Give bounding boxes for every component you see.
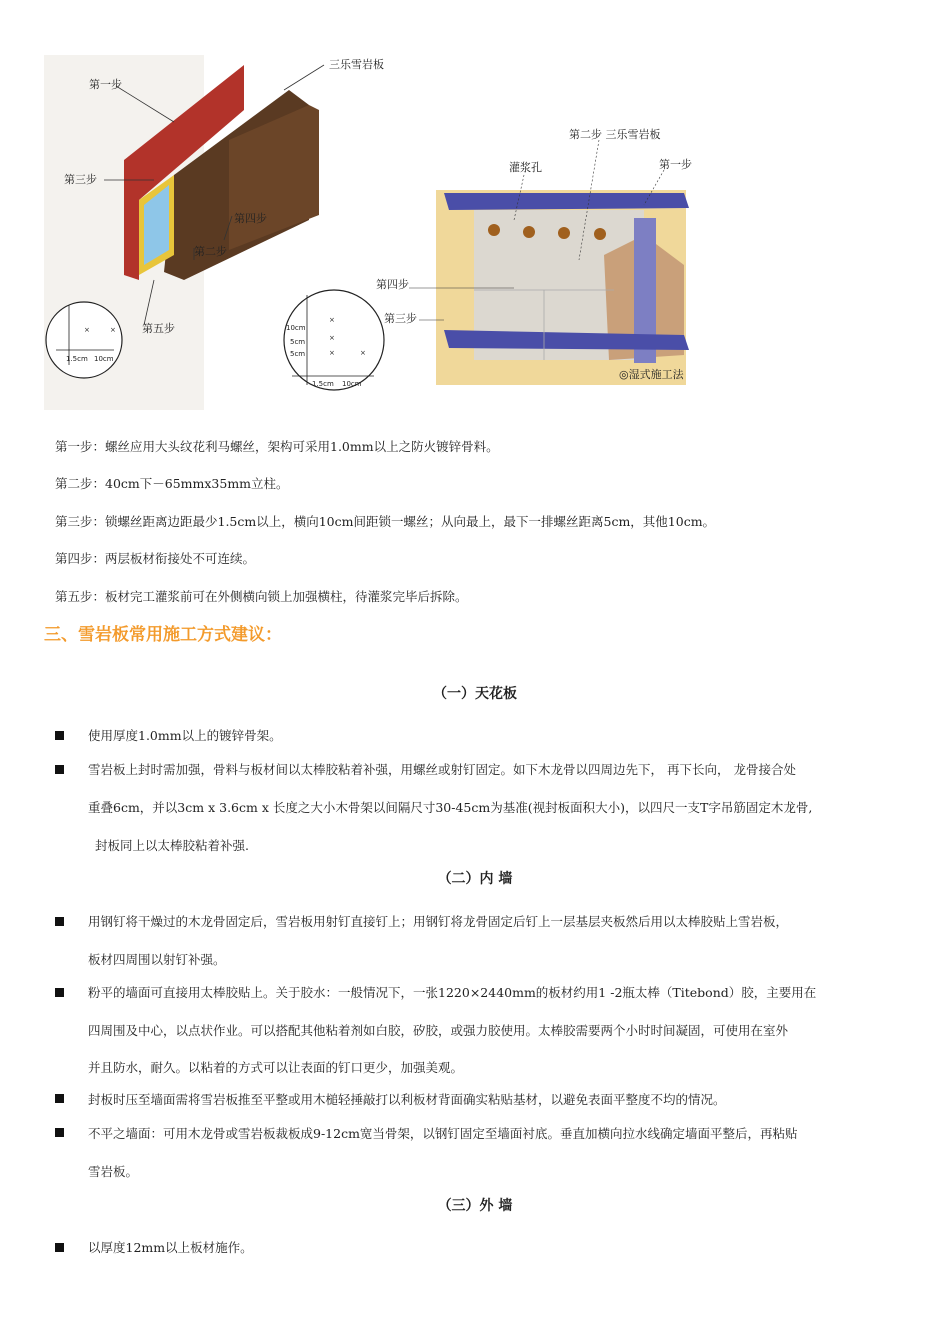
svg-text:×: × [360,349,366,357]
grout-hole-4 [594,228,606,240]
grout-hole-1 [488,224,500,236]
svg-text:×: × [110,326,116,334]
right-dim-10: 10cm [286,324,306,332]
step-text-4: 第四步：两层板材衔接处不可连续。 [55,551,256,566]
right-top-label: 第二步 三乐雪岩板 [569,128,661,141]
interior-line-7: 不平之墙面：可用木龙骨或雪岩板裁板成9-12cm宽当骨架，以钢钉固定至墙面衬底。垂直加横向拉水线确定墙面平整后，再粘贴 [88,1126,798,1141]
left-step2-label: 第二步 [194,245,227,258]
bullet [55,765,64,774]
step-text-1: 第一步：螺丝应用大头纹花利马螺丝，架构可采用1.0mm以上之防火镀锌骨料。 [55,439,499,454]
left-step1-label: 第一步 [89,78,122,91]
subheading-ceiling: （一）天花板 [433,686,517,702]
left-step3-label: 第三步 [64,173,97,186]
ceiling-line-4: 封板同上以太棒胶粘着补强. [95,838,249,853]
construction-illustration [44,50,744,415]
subheading-exterior: （三）外 墙 [437,1198,513,1214]
top-track [444,193,689,210]
bullet [55,731,64,740]
step-text-2: 第二步：40cm下－65mmx35mm立柱。 [55,476,289,491]
interior-line-3: 粉平的墙面可直接用太棒胶贴上。关于胶水：一般情况下，一张1220×2440mm的板材约用1 -2瓶太棒（Titebond）胶，主要用在 [88,985,817,1000]
right-caption: ◎湿式施工法 [619,368,684,381]
bullet [55,1094,64,1103]
bullet [55,1128,64,1137]
left-dim-a: 1.5cm [66,355,88,363]
step-text-3: 第三步：锁螺丝距离边距最少1.5cm以上，横向10cm间距锁一螺丝；从向最上，最下一排螺丝距离5cm，其他10cm。 [55,514,716,529]
interior-line-4: 四周围及中心，以点状作业。可以搭配其他粘着剂如白胶，矽胶，或强力胶使用。太棒胶需要两个小时时间凝固，可使用在室外 [88,1023,789,1038]
bullet [55,917,64,926]
right-step1-label: 第一步 [659,158,692,171]
grout-hole-2 [523,226,535,238]
subheading-interior: （二）内 墙 [437,871,513,887]
ceiling-line-2: 雪岩板上封时需加强，骨料与板材间以太棒胶粘着补强，用螺丝或射钉固定。如下木龙骨以四周边先下， 再下长向， 龙骨接合处 [88,762,796,777]
right-step3-label: 第三步 [384,312,417,325]
svg-text:×: × [84,326,90,334]
interior-line-1: 用钢钉将干燥过的木龙骨固定后，雪岩板用射钉直接钉上；用钢钉将龙骨固定后钉上一层基层夹板然后用以太棒胶贴上雪岩板， [88,914,789,929]
interior-line-5: 并且防水，耐久。以粘着的方式可以让表面的钉口更少，加强美观。 [88,1060,464,1075]
svg-text:×: × [329,349,335,357]
interior-line-8: 雪岩板。 [88,1164,139,1179]
right-dim-5a: 5cm [290,338,306,346]
section-title: 三、雪岩板常用施工方式建议： [44,625,282,645]
right-dim-10b: 10cm [342,380,362,388]
step-text-5: 第五步：板材完工灌浆前可在外侧横向锁上加强横柱，待灌浆完毕后拆除。 [55,589,468,604]
svg-text:×: × [329,334,335,342]
left-step5-label: 第五步 [142,322,175,335]
grout-hole-3 [558,227,570,239]
bullet [55,1243,64,1252]
left-step4-label: 第四步 [234,212,267,225]
interior-line-2: 板材四周围以射钉补强。 [88,952,226,967]
left-top-label: 三乐雪岩板 [329,58,384,71]
right-step4-label: 第四步 [376,278,409,291]
right-dim-15: 1.5cm [312,380,334,388]
svg-text:×: × [329,316,335,324]
bullet [55,988,64,997]
illustration-svg [44,50,744,415]
left-detail-circle [46,302,122,378]
left-dim-b: 10cm [94,355,114,363]
ceiling-line-1: 使用厚度1.0mm以上的镀锌骨架。 [88,728,282,743]
right-dim-5b: 5cm [290,350,306,358]
interior-line-6: 封板时压至墙面需将雪岩板推至平整或用木槌轻捶敲打以利板材背面确实粘贴基材，以避免表面平整度不均的情况。 [88,1092,726,1107]
exterior-line-1: 以厚度12mm以上板材施作。 [88,1240,253,1255]
ceiling-line-3: 重叠6cm，并以3cm x 3.6cm x 长度之大小木骨架以间隔尺寸30-45cm为基准(视封板面积大小)，以四尺一支T字吊筋固定木龙骨, [88,800,813,815]
right-grout-label: 灌浆孔 [509,161,542,174]
